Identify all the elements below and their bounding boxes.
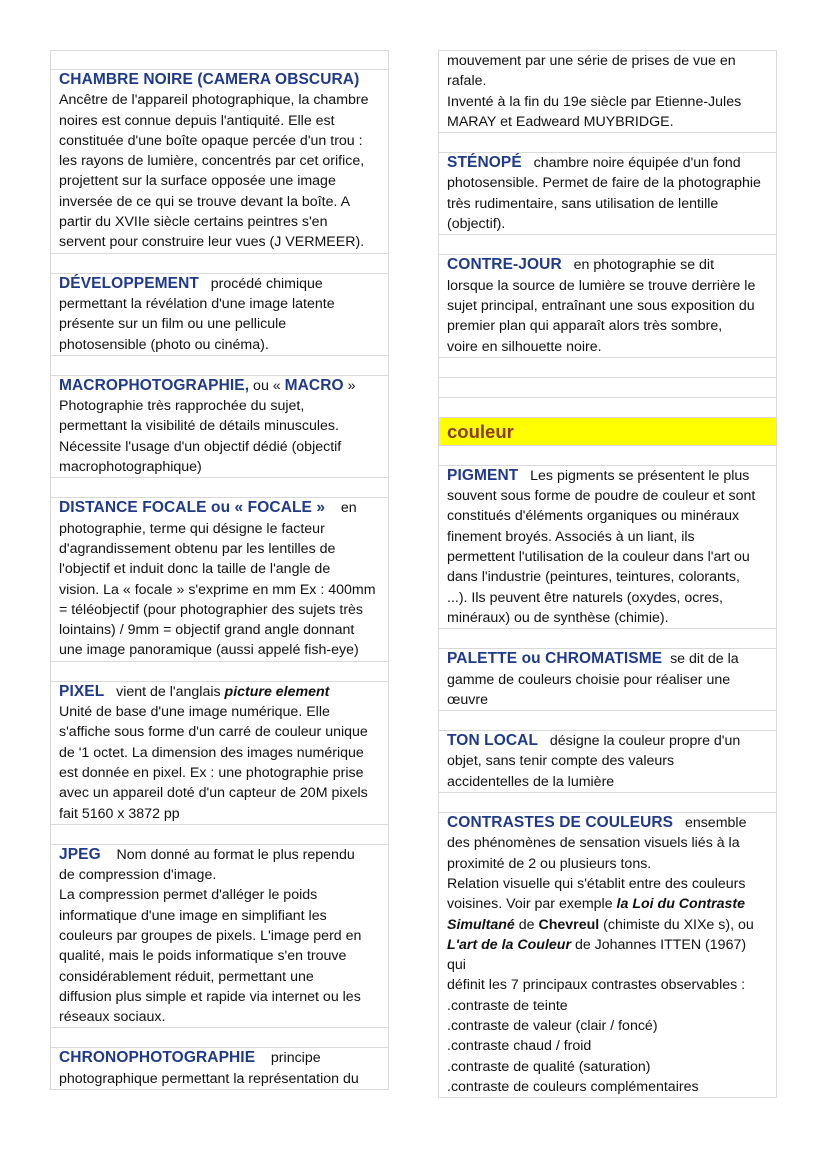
bold-text: Chevreul bbox=[538, 916, 600, 933]
table-row bbox=[438, 133, 777, 153]
text-line: proximité de 2 ou plusieurs tons. bbox=[447, 855, 652, 872]
text-line: premier plan qui apparaît alors très sombre, bbox=[447, 318, 723, 335]
text-line: minéraux) ou de synthèse (chimie). bbox=[447, 609, 669, 626]
table-row bbox=[50, 662, 389, 682]
entry-chambre-noire bbox=[50, 70, 389, 254]
text-line: qualité, mais le poids informatique s'en trouve bbox=[59, 948, 347, 965]
text-line: informatique d'une image en simplifiant les bbox=[59, 907, 327, 924]
entry-pigment bbox=[438, 466, 777, 629]
text-line: photosensible. Permet de faire de la photographie bbox=[447, 175, 761, 192]
text-line bbox=[447, 915, 768, 935]
text-line: avec un appareil doté d'un capteur de 20M pixels bbox=[59, 785, 368, 802]
text-line: de '1 octet. La dimension des images numérique bbox=[59, 744, 364, 761]
text-line: de compression d'image. bbox=[59, 867, 217, 884]
text-line: photographie, terme qui désigne le facteur bbox=[59, 520, 325, 537]
section-heading-text: couleur bbox=[447, 420, 514, 442]
text-line: voire en silhouette noire. bbox=[447, 338, 602, 355]
term-continuation: se dit de la bbox=[670, 651, 739, 668]
table-row bbox=[438, 793, 777, 813]
text-line: permettent l'utilisation de la couleur dans l'art ou bbox=[447, 549, 750, 566]
text-line: fait 5160 x 3872 pp bbox=[59, 805, 180, 822]
table-row bbox=[50, 254, 389, 274]
text-line: Nécessite l'usage d'un objectif dédié (objectif bbox=[59, 438, 342, 455]
text-line: lorsque la source de lumière se trouve derrière le bbox=[447, 277, 756, 294]
term-continuation: Les pigments se présentent le plus bbox=[530, 467, 750, 484]
text-line: des phénomènes de sensation visuels liés à la bbox=[447, 835, 740, 852]
text-line: est donnée en pixel. Ex : une photographie prise bbox=[59, 764, 364, 781]
text-line: considérablement réduit, permettant une bbox=[59, 968, 314, 985]
text-line: permettant la visibilité de détails minuscules. bbox=[59, 418, 339, 435]
term-continuation: procédé chimique bbox=[210, 275, 323, 292]
text-line: sujet principal, entraînant une sous exposition du bbox=[447, 297, 755, 314]
term-continuation: chambre noire équipée d'un fond bbox=[533, 155, 741, 172]
table-row bbox=[50, 825, 389, 845]
italic-text: Simultané bbox=[447, 916, 515, 933]
term-continuation: Nom donné au format le plus rependu bbox=[116, 846, 355, 863]
text-line: photographique permettant la représentation du bbox=[59, 1070, 359, 1087]
text-line: constituée d'une boîte opaque percée d'un trou : bbox=[59, 132, 363, 149]
entry-palette bbox=[438, 649, 777, 711]
term: TON LOCAL bbox=[447, 732, 539, 750]
term: CHAMBRE NOIRE (CAMERA OBSCURA) bbox=[59, 71, 360, 88]
entry-stenope bbox=[438, 153, 777, 235]
text-segment: de Johannes ITTEN (1967) qui bbox=[447, 936, 747, 974]
text-line: (objectif). bbox=[447, 216, 506, 233]
text-line: diffusion plus simple et rapide via internet ou les bbox=[59, 988, 361, 1005]
text-line: Photographie très rapprochée du sujet, bbox=[59, 398, 305, 415]
text-line: servent pour construire leur vues (J VERMEER). bbox=[59, 234, 365, 251]
table-row bbox=[438, 378, 777, 398]
text-line: finement broyés. Associés à un liant, ils bbox=[447, 528, 695, 545]
term: CONTRASTES DE COULEURS bbox=[447, 814, 674, 832]
text-line: définit les 7 principaux contrastes observables : bbox=[447, 977, 746, 994]
entry-chronophotographie bbox=[50, 1048, 389, 1090]
table-row bbox=[50, 1028, 389, 1048]
text-line: rafale. bbox=[447, 73, 487, 90]
term-joiner: ou « bbox=[249, 377, 285, 394]
text-line: .contraste de couleurs complémentaires bbox=[447, 1078, 699, 1095]
term-continuation: en photographie se dit bbox=[573, 257, 715, 274]
left-column bbox=[50, 50, 389, 1090]
term-alt: MACRO bbox=[284, 376, 344, 394]
text-line: souvent sous forme de poudre de couleur et sont bbox=[447, 488, 756, 505]
term: MACROPHOTOGRAPHIE, bbox=[59, 376, 250, 394]
text-line: Ancêtre de l'appareil photographique, la chambre bbox=[59, 92, 369, 109]
text-line: .contraste de valeur (clair / foncé) bbox=[447, 1017, 658, 1034]
entry-distance-focale bbox=[50, 498, 389, 661]
text-line: permettant la révélation d'une image latente bbox=[59, 295, 335, 312]
table-row bbox=[438, 629, 777, 649]
text-line: = téléobjectif (pour photographier des sujets très bbox=[59, 601, 364, 618]
text-line: gamme de couleurs choisie pour réaliser une bbox=[447, 671, 731, 688]
text-segment: (chimiste du XIXe s), ou bbox=[599, 916, 754, 933]
text-line: partir du XVIIe siècle certains peintres s'en bbox=[59, 214, 328, 231]
term: DISTANCE FOCALE ou « FOCALE » bbox=[59, 499, 326, 517]
text-line: couleurs par groupes de pixels. L'image perd en bbox=[59, 927, 362, 944]
term: PALETTE ou CHROMATISME bbox=[447, 650, 663, 668]
text-line: présente sur un film ou une pellicule bbox=[59, 316, 287, 333]
term: DÉVELOPPEMENT bbox=[59, 274, 199, 292]
term-continuation: désigne la couleur propre d'un bbox=[549, 733, 741, 750]
entry-jpeg bbox=[50, 845, 389, 1029]
text-line: .contraste de qualité (saturation) bbox=[447, 1058, 651, 1075]
text-segment: voisines. Voir par exemple bbox=[447, 896, 617, 913]
table-row bbox=[438, 235, 777, 255]
text-line: Relation visuelle qui s'établit entre des couleurs bbox=[447, 875, 746, 892]
text-line: noires est connue depuis l'antiquité. Elle est bbox=[59, 112, 335, 129]
text-line: réseaux sociaux. bbox=[59, 1009, 166, 1026]
text-line: MARAY et Eadweard MUYBRIDGE. bbox=[447, 113, 674, 130]
text-line: inversée de ce qui se trouve devant la boîte. A bbox=[59, 193, 351, 210]
entry-continuation bbox=[438, 50, 777, 133]
italic-text: L'art de la Couleur bbox=[447, 936, 571, 953]
table-row bbox=[50, 478, 389, 498]
text-line: accidentelles de la lumière bbox=[447, 773, 615, 790]
text-segment: de bbox=[514, 916, 539, 933]
text-line bbox=[447, 935, 768, 976]
text-line: .contraste chaud / froid bbox=[447, 1038, 592, 1055]
text-line: Unité de base d'une image numérique. Elle bbox=[59, 704, 330, 721]
term: PIXEL bbox=[59, 682, 105, 700]
text-line: Inventé à la fin du 19e siècle par Etienne-Jules bbox=[447, 93, 742, 110]
term: JPEG bbox=[59, 845, 101, 863]
table-row bbox=[438, 446, 777, 466]
text-line: mouvement par une série de prises de vue en bbox=[447, 53, 736, 69]
table-row bbox=[50, 356, 389, 376]
text-line: photosensible (photo ou cinéma). bbox=[59, 336, 269, 353]
text-line: lointains) / 9mm = objectif grand angle donnant bbox=[59, 622, 355, 639]
text-line: .contraste de teinte bbox=[447, 997, 568, 1014]
right-column bbox=[438, 50, 777, 1098]
term-joiner: » bbox=[343, 377, 356, 394]
entry-ton-local bbox=[438, 731, 777, 793]
table-row bbox=[438, 711, 777, 731]
text-line: l'objectif et induit donc la taille de l'angle de bbox=[59, 561, 331, 578]
italic-text: la Loi du Contraste bbox=[616, 896, 746, 913]
term: CONTRE-JOUR bbox=[447, 256, 562, 274]
term-continuation: en bbox=[340, 500, 357, 517]
text-line: œuvre bbox=[447, 691, 488, 708]
entry-macrophotographie bbox=[50, 376, 389, 478]
section-heading-couleur bbox=[438, 418, 777, 446]
entry-contre-jour bbox=[438, 255, 777, 357]
text-line: objet, sans tenir compte des valeurs bbox=[447, 753, 675, 770]
text-line: vision. La « focale » s'exprime en mm Ex : 400mm bbox=[59, 581, 376, 598]
term-continuation: principe bbox=[270, 1050, 321, 1067]
term: CHRONOPHOTOGRAPHIE bbox=[59, 1049, 256, 1067]
text-line: constitués d'éléments organiques ou minéraux bbox=[447, 508, 740, 525]
text-line: d'agrandissement obtenu par les lentilles de bbox=[59, 540, 336, 557]
term: PIGMENT bbox=[447, 466, 519, 484]
text-line: une image panoramique (aussi appelé fish-eye) bbox=[59, 642, 359, 659]
italic-text: picture element bbox=[224, 683, 330, 700]
table-row bbox=[438, 358, 777, 378]
entry-pixel bbox=[50, 682, 389, 825]
text-line bbox=[447, 894, 768, 914]
table-row bbox=[438, 398, 777, 418]
text-line: s'affiche sous forme d'un carré de couleur unique bbox=[59, 724, 368, 741]
text-line: dans l'industrie (peintures, teintures, colorants, bbox=[447, 569, 740, 586]
text-line: macrophotographique) bbox=[59, 459, 202, 476]
table-row bbox=[50, 50, 389, 70]
term-continuation: ensemble bbox=[684, 815, 747, 832]
text-line: les rayons de lumière, concentrés par cet orifice, bbox=[59, 153, 365, 170]
text-line: ...). Ils peuvent être naturels (oxydes, ocres, bbox=[447, 589, 723, 606]
text-line: projettent sur la surface opposée une image bbox=[59, 173, 336, 190]
term: STÉNOPÉ bbox=[447, 154, 522, 172]
term-continuation: vient de l'anglais bbox=[116, 683, 225, 700]
text-line: La compression permet d'alléger le poids bbox=[59, 887, 318, 904]
entry-developpement bbox=[50, 274, 389, 356]
entry-contrastes bbox=[438, 813, 777, 1098]
text-line: très rudimentaire, sans utilisation de lentille bbox=[447, 195, 719, 212]
